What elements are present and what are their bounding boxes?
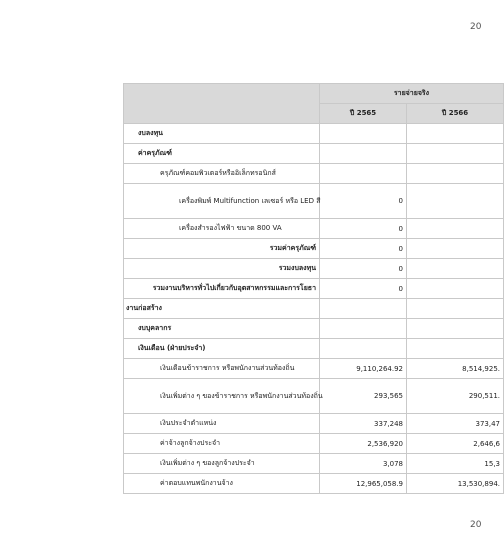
table-row xyxy=(124,339,504,359)
value-2565: 3,078 xyxy=(320,454,407,474)
table-row xyxy=(124,259,504,279)
value-2565: 0 xyxy=(320,219,407,239)
value-2566 xyxy=(407,219,504,239)
row-label: ครุภัณฑ์คอมพิวเตอร์หรืออิเล็กทรอนิกส์ xyxy=(124,164,320,184)
row-label: รวมงบลงทุน xyxy=(124,259,320,279)
header-actual-expenditure: รายจ่ายจริง xyxy=(320,84,504,104)
row-label: ค่าจ้างลูกจ้างประจำ xyxy=(124,434,320,454)
row-label: เงินเพิ่มต่าง ๆ ของลูกจ้างประจำ xyxy=(124,454,320,474)
table-row xyxy=(124,414,504,434)
value-2565 xyxy=(320,299,407,319)
value-2565: 293,565 xyxy=(320,379,407,414)
value-2565: 0 xyxy=(320,184,407,219)
value-2566 xyxy=(407,184,504,219)
table-row xyxy=(124,219,504,239)
value-2566 xyxy=(407,239,504,259)
row-label: รวมงานบริหารทั่วไปเกี่ยวกับอุตสาหกรรมและการโยธา xyxy=(124,279,320,299)
table-row xyxy=(124,319,504,339)
header-year-2565: ปี 2565 xyxy=(320,104,407,124)
value-2566 xyxy=(407,279,504,299)
value-2565 xyxy=(320,144,407,164)
row-label: งานก่อสร้าง xyxy=(124,299,320,319)
value-2566: 13,530,894. xyxy=(407,474,504,494)
value-2565: 9,110,264.92 xyxy=(320,359,407,379)
value-2565 xyxy=(320,164,407,184)
table-body xyxy=(124,124,504,494)
value-2566: 2,646,6 xyxy=(407,434,504,454)
row-label: งบบุคลากร xyxy=(124,319,320,339)
value-2565 xyxy=(320,124,407,144)
value-2566 xyxy=(407,144,504,164)
table-row xyxy=(124,299,504,319)
value-2566: 290,511. xyxy=(407,379,504,414)
table-row xyxy=(124,474,504,494)
table-row xyxy=(124,239,504,259)
page-number-bottom: 20 xyxy=(470,520,482,530)
row-label: ค่าตอบแทนพนักงานจ้าง xyxy=(124,474,320,494)
value-2566 xyxy=(407,339,504,359)
value-2566: 373,47 xyxy=(407,414,504,434)
table-row xyxy=(124,454,504,474)
table-row xyxy=(124,434,504,454)
value-2565: 0 xyxy=(320,259,407,279)
table-row xyxy=(124,279,504,299)
row-label: เงินประจำตำแหน่ง xyxy=(124,414,320,434)
value-2565: 337,248 xyxy=(320,414,407,434)
table-row xyxy=(124,379,504,414)
table-row xyxy=(124,144,504,164)
value-2565 xyxy=(320,339,407,359)
header-year-2566: ปี 2566 xyxy=(407,104,504,124)
value-2566: 15,3 xyxy=(407,454,504,474)
row-label: เครื่องสำรองไฟฟ้า ขนาด 800 VA xyxy=(124,219,320,239)
page-number-top: 20 xyxy=(470,22,482,32)
value-2566 xyxy=(407,319,504,339)
row-label: เงินเพิ่มต่าง ๆ ของข้าราชการ หรือพนักงานส่วนท้องถิ่น xyxy=(124,379,320,414)
row-label: เงินเดือน (ฝ่ายประจำ) xyxy=(124,339,320,359)
value-2566 xyxy=(407,164,504,184)
row-label: รวมค่าครุภัณฑ์ xyxy=(124,239,320,259)
row-label: เงินเดือนข้าราชการ หรือพนักงานส่วนท้องถิ่น xyxy=(124,359,320,379)
value-2565: 0 xyxy=(320,279,407,299)
value-2566 xyxy=(407,259,504,279)
table-row xyxy=(124,359,504,379)
table-row xyxy=(124,124,504,144)
value-2565: 0 xyxy=(320,239,407,259)
row-label: เครื่องพิมพ์ Multifunction เลเซอร์ หรือ LED สี xyxy=(124,184,320,219)
header-row-group xyxy=(124,84,504,104)
value-2565 xyxy=(320,319,407,339)
value-2565: 12,965,058.9 xyxy=(320,474,407,494)
value-2566 xyxy=(407,299,504,319)
value-2566: 8,514,925. xyxy=(407,359,504,379)
table-row xyxy=(124,184,504,219)
value-2566 xyxy=(407,124,504,144)
header-label-cell xyxy=(124,84,320,124)
row-label: งบลงทุน xyxy=(124,124,320,144)
budget-table xyxy=(123,83,504,494)
table-row xyxy=(124,164,504,184)
value-2565: 2,536,920 xyxy=(320,434,407,454)
row-label: ค่าครุภัณฑ์ xyxy=(124,144,320,164)
